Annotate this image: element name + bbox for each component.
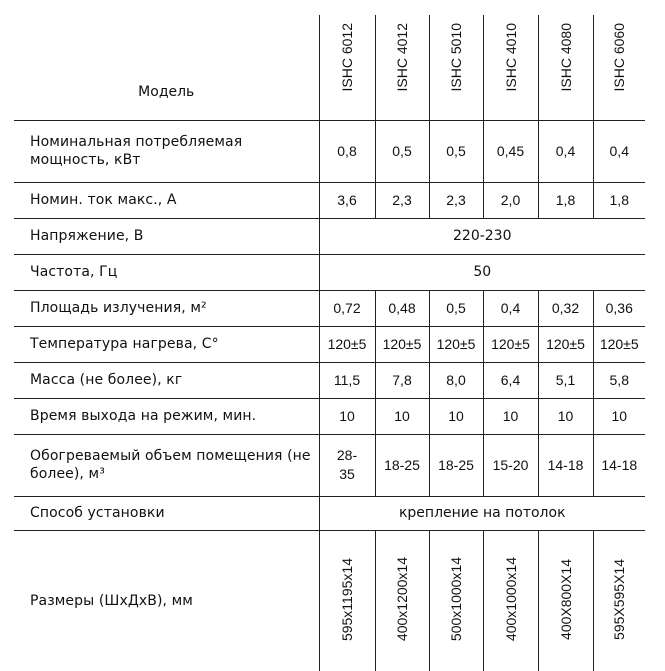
header-row — [14, 15, 645, 120]
model-header-cell — [429, 15, 483, 120]
row-value: 10 — [593, 398, 645, 434]
row-value: 1,8 — [593, 182, 645, 218]
model-name: ISHC 5010 — [448, 23, 464, 92]
model-name: ISHC 4012 — [394, 23, 410, 92]
row-value: 10 — [375, 398, 429, 434]
row-value: 14-18 — [538, 434, 593, 496]
dimension-text: 595X595X14 — [611, 558, 628, 640]
row-label: Напряжение, В — [14, 218, 319, 254]
specs-table — [14, 15, 645, 671]
row-value — [375, 530, 429, 671]
row-label: Время выхода на режим, мин. — [14, 398, 319, 434]
row-span-value: 220-230 — [319, 218, 645, 254]
row-value: 0,72 — [319, 290, 375, 326]
table-row — [14, 362, 645, 398]
row-value — [319, 530, 375, 671]
model-header-label: Модель — [14, 15, 319, 120]
row-value: 120±5 — [538, 326, 593, 362]
row-label: Частота, Гц — [14, 254, 319, 290]
row-label: Номинальная потребляемая мощность, кВт — [14, 120, 319, 182]
row-value — [429, 530, 483, 671]
model-header-cell — [319, 15, 375, 120]
model-name: ISHC 6012 — [339, 23, 355, 92]
dimension-text: 595x1195x14 — [339, 557, 355, 641]
row-value: 5,1 — [538, 362, 593, 398]
row-value: 0,8 — [319, 120, 375, 182]
row-value: 10 — [319, 398, 375, 434]
row-value: 120±5 — [429, 326, 483, 362]
row-value: 0,48 — [375, 290, 429, 326]
table-row — [14, 398, 645, 434]
row-value: 8,0 — [429, 362, 483, 398]
table-row — [14, 434, 645, 496]
table-row — [14, 120, 645, 182]
row-value: 0,36 — [593, 290, 645, 326]
row-value: 2,3 — [429, 182, 483, 218]
row-value: 10 — [483, 398, 538, 434]
row-label: Обогреваемый объем помещения (не более), м³ — [14, 434, 319, 496]
row-value: 0,5 — [429, 290, 483, 326]
model-header-cell — [375, 15, 429, 120]
row-label: Способ установки — [14, 496, 319, 530]
table-row — [14, 254, 645, 290]
row-value: 3,6 — [319, 182, 375, 218]
row-value: 15-20 — [483, 434, 538, 496]
table-row — [14, 182, 645, 218]
row-value: 7,8 — [375, 362, 429, 398]
row-label: Площадь излучения, м² — [14, 290, 319, 326]
row-value: 0,32 — [538, 290, 593, 326]
row-span-value: крепление на потолок — [319, 496, 645, 530]
row-value: 0,4 — [593, 120, 645, 182]
table-row — [14, 218, 645, 254]
dimension-text: 400x1000x14 — [502, 557, 519, 642]
row-value: 6,4 — [483, 362, 538, 398]
row-value: 18-25 — [429, 434, 483, 496]
row-value: 120±5 — [593, 326, 645, 362]
row-value: 28-35 — [319, 434, 375, 496]
dimension-text: 400X800X14 — [557, 558, 574, 640]
row-value: 0,5 — [429, 120, 483, 182]
row-value: 0,4 — [483, 290, 538, 326]
model-header-cell — [483, 15, 538, 120]
row-label: Размеры (ШхДхВ), мм — [30, 592, 193, 609]
table-row — [14, 290, 645, 326]
table-row — [14, 496, 645, 530]
row-value: 10 — [429, 398, 483, 434]
row-label: Масса (не более), кг — [14, 362, 319, 398]
model-header-cell — [538, 15, 593, 120]
row-value — [538, 530, 593, 671]
row-value: 5,8 — [593, 362, 645, 398]
row-value: 11,5 — [319, 362, 375, 398]
row-value: 10 — [538, 398, 593, 434]
row-value — [593, 530, 645, 671]
row-label: Температура нагрева, С° — [14, 326, 319, 362]
row-value: 120±5 — [483, 326, 538, 362]
dimension-text: 400x1200x14 — [394, 557, 410, 642]
row-value: 1,8 — [538, 182, 593, 218]
row-value: 2,3 — [375, 182, 429, 218]
row-value: 18-25 — [375, 434, 429, 496]
row-span-value: 50 — [319, 254, 645, 290]
row-value: 0,5 — [375, 120, 429, 182]
model-name: ISHC 6060 — [611, 23, 628, 92]
row-label: Номин. ток макс., А — [14, 182, 319, 218]
table-row — [14, 530, 645, 671]
model-name: ISHC 4010 — [502, 23, 519, 92]
row-value: 14-18 — [593, 434, 645, 496]
row-value: 2,0 — [483, 182, 538, 218]
row-value: 0,4 — [538, 120, 593, 182]
model-name: ISHC 4080 — [557, 23, 574, 92]
row-value: 0,45 — [483, 120, 538, 182]
row-value — [483, 530, 538, 671]
dimension-text: 500x1000x14 — [448, 557, 464, 642]
table-row — [14, 326, 645, 362]
row-value: 120±5 — [375, 326, 429, 362]
model-header-cell — [593, 15, 645, 120]
row-value: 120±5 — [319, 326, 375, 362]
